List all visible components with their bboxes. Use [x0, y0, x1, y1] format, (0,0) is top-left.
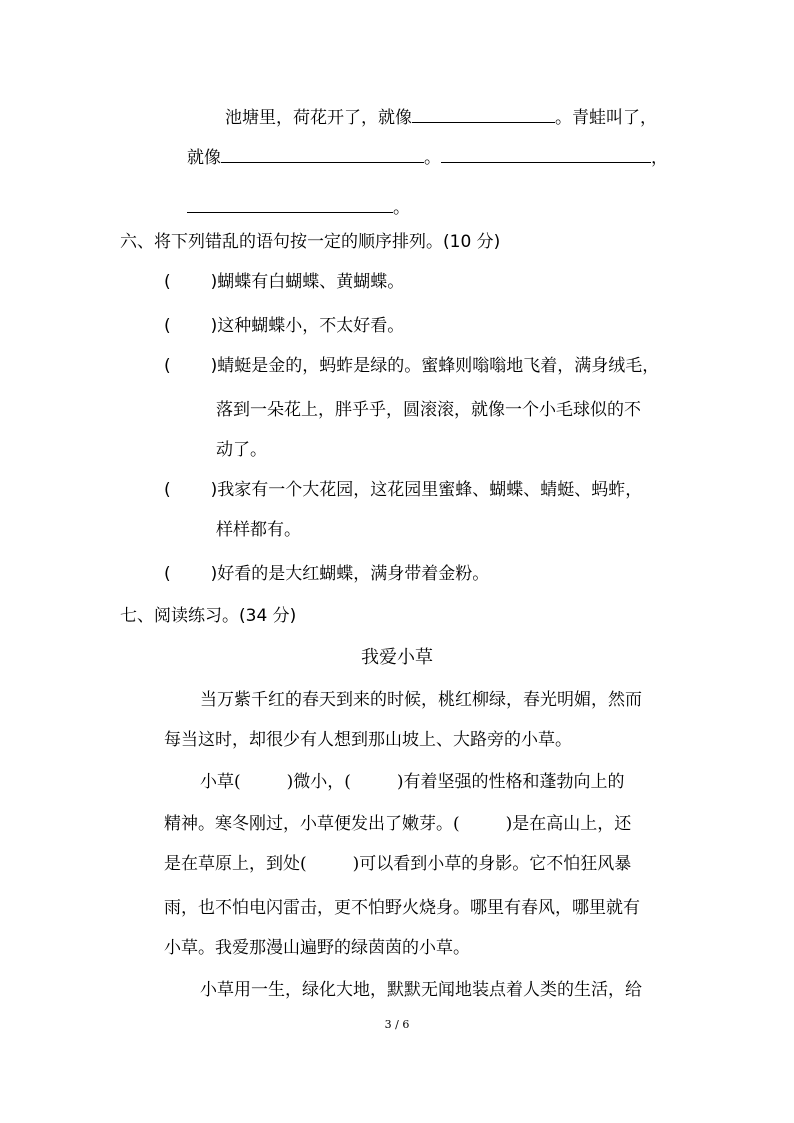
poem-text: ，: [651, 148, 668, 168]
poem-text: 。青蛙叫了，: [555, 108, 657, 128]
passage-line: 小草( )微小，( )有着坚强的性格和蓬勃向上的: [200, 772, 625, 792]
passage-title: 我爱小草: [361, 647, 433, 668]
poem-line-3: [187, 196, 410, 220]
passage-line: 雨，也不怕电闪雷击，更不怕野火烧身。哪里有春风，哪里就有: [164, 898, 640, 918]
poem-text: 池塘里，荷花开了，就像: [225, 108, 412, 128]
order-item-3-cont: 动了。: [216, 440, 267, 460]
passage-line: 精神。寒冬刚过，小草便发出了嫩芽。( )是在高山上，还: [164, 814, 632, 834]
order-item-1: ( )蝴蝶有白蝴蝶、黄蝴蝶。: [164, 272, 405, 292]
section-6-heading: 六、将下列错乱的语句按一定的顺序排列。(10 分): [120, 232, 501, 252]
poem-text: 。: [393, 198, 410, 218]
answer-blank[interactable]: [441, 146, 651, 163]
answer-blank[interactable]: [412, 106, 555, 123]
section-7-heading: 七、阅读练习。(34 分): [120, 606, 297, 626]
order-item-3-cont: 落到一朵花上，胖乎乎，圆滚滚，就像一个小毛球似的不: [216, 400, 641, 420]
order-item-5: ( )好看的是大红蝴蝶，满身带着金粉。: [164, 564, 490, 584]
answer-blank[interactable]: [221, 146, 424, 163]
order-item-4: ( )我家有一个大花园，这花园里蜜蜂、蝴蝶、蜻蜓、蚂蚱，: [164, 480, 643, 500]
order-item-4-cont: 样样都有。: [216, 520, 301, 540]
passage-line: 小草。我爱那漫山遍野的绿茵茵的小草。: [164, 938, 470, 958]
poem-line-1: [225, 106, 657, 130]
poem-text: 就像: [187, 148, 221, 168]
poem-line-2: [187, 146, 668, 170]
passage-line: 当万紫千红的春天到来的时候，桃红柳绿，春光明媚，然而: [200, 690, 642, 710]
answer-blank[interactable]: [187, 196, 393, 213]
order-item-3: ( )蜻蜓是金的，蚂蚱是绿的。蜜蜂则嗡嗡地飞着，满身绒毛，: [164, 356, 660, 376]
page-number: 3 / 6: [384, 1018, 410, 1031]
poem-text: 。: [424, 148, 441, 168]
order-item-2: ( )这种蝴蝶小，不太好看。: [164, 316, 405, 336]
passage-line: 是在草原上，到处( )可以看到小草的身影。它不怕狂风暴: [164, 854, 632, 874]
passage-line: 每当这时，却很少有人想到那山坡上、大路旁的小草。: [164, 730, 572, 750]
passage-line: 小草用一生，绿化大地，默默无闻地装点着人类的生活，给: [200, 980, 642, 1000]
